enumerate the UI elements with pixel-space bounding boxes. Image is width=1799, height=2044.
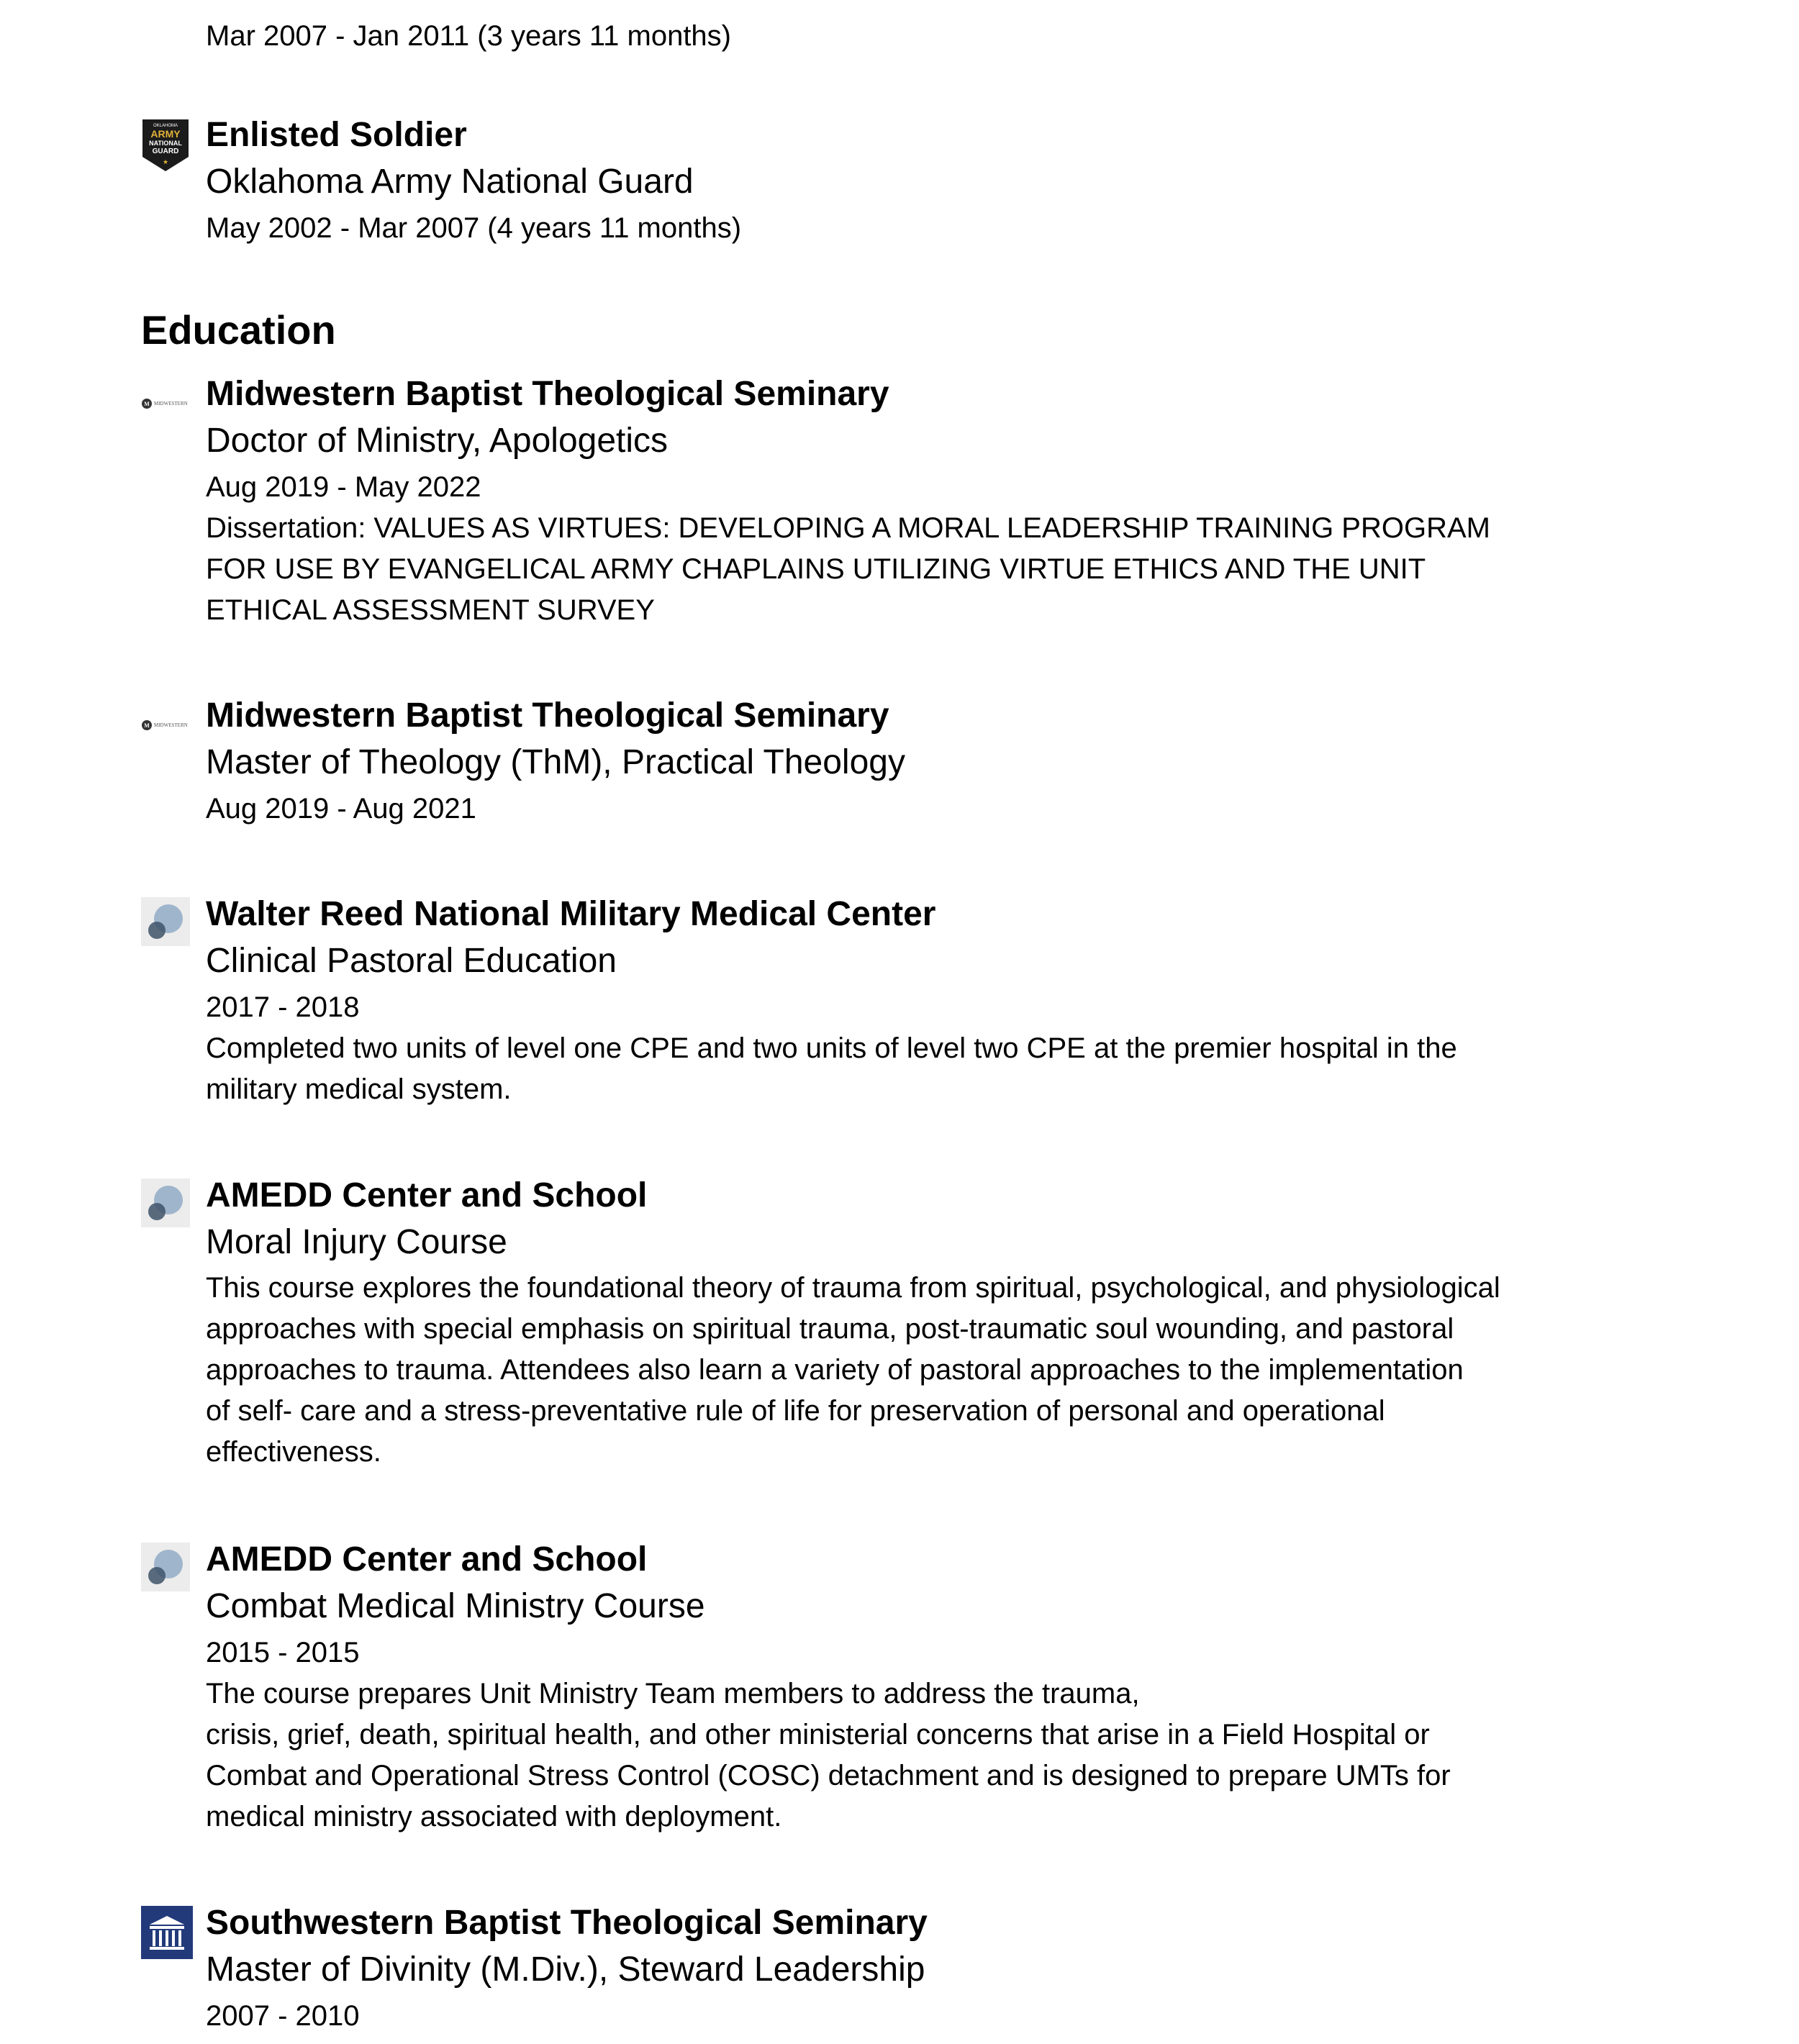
degree-name: Clinical Pastoral Education: [206, 942, 617, 980]
midwestern-seminary-logo-icon: [141, 377, 190, 426]
svg-text:M: M: [144, 722, 150, 729]
army-national-guard-shield-icon: [141, 118, 190, 167]
school-name: Southwestern Baptist Theological Seminary: [206, 1904, 928, 1942]
svg-text:M: M: [144, 401, 150, 407]
job-title: Enlisted Soldier: [206, 116, 467, 154]
education-description: The course prepares Unit Ministry Team members to address the trauma, crisis, grief, death, spiritual health, and other ministerial concerns that arise in a Field Hospital or Combat and Operational Stress Control (COSC) detachment and is designed to prepare UMTs for medical ministry associated with deployment.: [206, 1678, 1451, 1832]
school-name: Midwestern Baptist Theological Seminary: [206, 696, 889, 735]
organization-name: Oklahoma Army National Guard: [206, 163, 694, 201]
education-description: Completed two units of level one CPE and two units of level two CPE at the premier hospital in the military medical system.: [206, 1032, 1457, 1105]
svg-text:NATIONAL: NATIONAL: [149, 140, 182, 147]
degree-name: Master of Theology (ThM), Practical Theology: [206, 743, 905, 781]
default-school-placeholder-icon: [141, 1178, 190, 1227]
degree-name: Master of Divinity (M.Div.), Steward Leadership: [206, 1950, 925, 1989]
school-name: Midwestern Baptist Theological Seminary: [206, 375, 889, 413]
education-dates: 2017 - 2018: [206, 991, 360, 1023]
job-dates: May 2002 - Mar 2007 (4 years 11 months): [206, 212, 742, 244]
education-dates: 2015 - 2015: [206, 1637, 360, 1668]
education-description: This course explores the foundational theory of trauma from spiritual, psychological, and physiological approaches with special emphasis on spiritual trauma, post-traumatic soul wounding, and pastoral approaches to trauma. Attendees also learn a variety of pastoral approaches to the implementation of self- care and a stress-preventative rule of life for preservation of personal and operational effectiveness.: [206, 1272, 1500, 1468]
svg-text:★: ★: [162, 159, 169, 166]
southwestern-seminary-building-icon: [141, 1906, 190, 1955]
svg-text:OKLAHOMA: OKLAHOMA: [153, 124, 178, 128]
education-description: Dissertation: VALUES AS VIRTUES: DEVELOPING A MORAL LEADERSHIP TRAINING PROGRAM FOR USE BY EVANGELICAL ARMY CHAPLAINS UTILIZING VIRTUE ETHICS AND THE UNIT ETHICAL ASSESSMENT SURVEY: [206, 512, 1490, 626]
svg-text:MIDWESTERN: MIDWESTERN: [154, 401, 188, 406]
default-school-placeholder-icon: [141, 897, 190, 946]
degree-name: Doctor of Ministry, Apologetics: [206, 422, 669, 460]
svg-text:MIDWESTERN: MIDWESTERN: [154, 722, 188, 728]
education-dates: Aug 2019 - May 2022: [206, 471, 481, 503]
degree-name: Moral Injury Course: [206, 1223, 507, 1261]
midwestern-seminary-logo-icon: [141, 699, 190, 748]
education-heading: Education: [141, 307, 336, 353]
school-name: AMEDD Center and School: [206, 1176, 648, 1214]
school-name: Walter Reed National Military Medical Center: [206, 895, 936, 933]
degree-name: Combat Medical Ministry Course: [206, 1587, 705, 1625]
previous-entry-dates: Mar 2007 - Jan 2011 (3 years 11 months): [206, 20, 731, 52]
svg-text:ARMY: ARMY: [150, 128, 181, 140]
school-name: AMEDD Center and School: [206, 1540, 648, 1579]
default-school-placeholder-icon: [141, 1543, 190, 1591]
education-dates: 2007 - 2010: [206, 2000, 360, 2032]
svg-text:GUARD: GUARD: [152, 147, 179, 155]
education-dates: Aug 2019 - Aug 2021: [206, 793, 476, 825]
